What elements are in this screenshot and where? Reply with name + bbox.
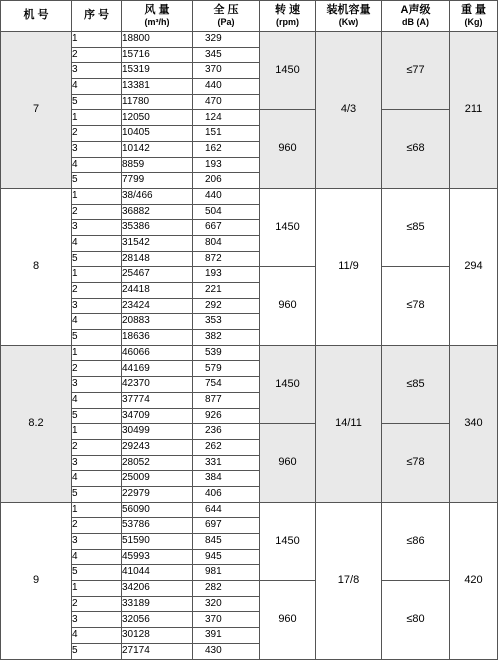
seq-cell: 2	[72, 518, 122, 534]
seq-cell: 3	[72, 377, 122, 393]
flow-cell: 13381	[122, 79, 193, 95]
flow-cell: 41044	[122, 565, 193, 581]
noise-cell: ≤80	[382, 581, 450, 659]
pressure-cell: 667	[193, 220, 260, 236]
seq-cell: 5	[72, 251, 122, 267]
noise-cell: ≤77	[382, 32, 450, 110]
seq-cell: 1	[72, 502, 122, 518]
flow-cell: 42370	[122, 377, 193, 393]
pressure-cell: 981	[193, 565, 260, 581]
flow-cell: 56090	[122, 502, 193, 518]
flow-cell: 25009	[122, 471, 193, 487]
model-cell: 7	[1, 32, 72, 189]
flow-cell: 32056	[122, 612, 193, 628]
pressure-cell: 193	[193, 267, 260, 283]
flow-cell: 34709	[122, 408, 193, 424]
weight-cell: 420	[450, 502, 498, 659]
flow-cell: 33189	[122, 596, 193, 612]
pressure-cell: 440	[193, 79, 260, 95]
flow-cell: 15716	[122, 47, 193, 63]
header-power: 装机容量 (Kw)	[316, 1, 382, 32]
pressure-cell: 370	[193, 612, 260, 628]
seq-cell: 1	[72, 188, 122, 204]
seq-cell: 3	[72, 298, 122, 314]
flow-cell: 35386	[122, 220, 193, 236]
flow-cell: 30499	[122, 424, 193, 440]
noise-cell: ≤68	[382, 110, 450, 188]
pressure-cell: 206	[193, 173, 260, 189]
flow-cell: 15319	[122, 63, 193, 79]
seq-cell: 4	[72, 549, 122, 565]
seq-cell: 1	[72, 424, 122, 440]
noise-cell: ≤85	[382, 188, 450, 266]
seq-cell: 3	[72, 220, 122, 236]
seq-cell: 4	[72, 628, 122, 644]
model-cell: 9	[1, 502, 72, 659]
pressure-cell: 430	[193, 643, 260, 659]
flow-cell: 18636	[122, 330, 193, 346]
seq-cell: 4	[72, 79, 122, 95]
noise-cell: ≤78	[382, 424, 450, 502]
model-cell: 8.2	[1, 345, 72, 502]
seq-cell: 5	[72, 643, 122, 659]
power-cell: 4/3	[316, 32, 382, 189]
model-cell: 8	[1, 188, 72, 345]
noise-cell: ≤78	[382, 267, 450, 345]
pressure-cell: 292	[193, 298, 260, 314]
table-row	[1, 110, 498, 126]
pressure-cell: 804	[193, 235, 260, 251]
power-cell: 11/9	[316, 188, 382, 345]
speed-cell: 960	[260, 424, 316, 502]
pressure-cell: 877	[193, 392, 260, 408]
seq-cell: 2	[72, 283, 122, 299]
pressure-cell: 872	[193, 251, 260, 267]
speed-cell: 960	[260, 581, 316, 659]
speed-cell: 1450	[260, 188, 316, 266]
power-cell: 17/8	[316, 502, 382, 659]
pressure-cell: 262	[193, 439, 260, 455]
flow-cell: 20883	[122, 314, 193, 330]
flow-cell: 24418	[122, 283, 193, 299]
pressure-cell: 370	[193, 63, 260, 79]
seq-cell: 5	[72, 486, 122, 502]
flow-cell: 36882	[122, 204, 193, 220]
table-row	[1, 32, 498, 48]
flow-cell: 22979	[122, 486, 193, 502]
seq-cell: 5	[72, 408, 122, 424]
seq-cell: 2	[72, 47, 122, 63]
header-flow: 风 量 (m³/h)	[122, 1, 193, 32]
pressure-cell: 162	[193, 141, 260, 157]
weight-cell: 340	[450, 345, 498, 502]
seq-cell: 3	[72, 534, 122, 550]
pressure-cell: 754	[193, 377, 260, 393]
flow-cell: 38/466	[122, 188, 193, 204]
pressure-cell: 331	[193, 455, 260, 471]
weight-cell: 294	[450, 188, 498, 345]
speed-cell: 1450	[260, 345, 316, 423]
pressure-cell: 440	[193, 188, 260, 204]
flow-cell: 51590	[122, 534, 193, 550]
seq-cell: 5	[72, 565, 122, 581]
seq-cell: 4	[72, 235, 122, 251]
pressure-cell: 406	[193, 486, 260, 502]
flow-cell: 11780	[122, 94, 193, 110]
pressure-cell: 697	[193, 518, 260, 534]
header-model: 机 号	[1, 1, 72, 32]
seq-cell: 5	[72, 94, 122, 110]
pressure-cell: 353	[193, 314, 260, 330]
pressure-cell: 345	[193, 47, 260, 63]
table-row	[1, 188, 498, 204]
pressure-cell: 221	[193, 283, 260, 299]
seq-cell: 2	[72, 439, 122, 455]
pressure-cell: 391	[193, 628, 260, 644]
seq-cell: 5	[72, 173, 122, 189]
pressure-cell: 236	[193, 424, 260, 440]
header-seq: 序 号	[72, 1, 122, 32]
seq-cell: 4	[72, 392, 122, 408]
flow-cell: 23424	[122, 298, 193, 314]
seq-cell: 1	[72, 581, 122, 597]
flow-cell: 45993	[122, 549, 193, 565]
header-pressure: 全 压 (Pa)	[193, 1, 260, 32]
pressure-cell: 845	[193, 534, 260, 550]
pressure-cell: 329	[193, 32, 260, 48]
seq-cell: 3	[72, 455, 122, 471]
flow-cell: 8859	[122, 157, 193, 173]
pressure-cell: 320	[193, 596, 260, 612]
flow-cell: 30128	[122, 628, 193, 644]
pressure-cell: 193	[193, 157, 260, 173]
pressure-cell: 539	[193, 345, 260, 361]
flow-cell: 12050	[122, 110, 193, 126]
flow-cell: 10405	[122, 126, 193, 142]
speed-cell: 1450	[260, 32, 316, 110]
header-row	[1, 1, 498, 32]
flow-cell: 31542	[122, 235, 193, 251]
speed-cell: 960	[260, 267, 316, 345]
seq-cell: 4	[72, 314, 122, 330]
header-noise: A声级 dB (A)	[382, 1, 450, 32]
speed-cell: 960	[260, 110, 316, 188]
seq-cell: 3	[72, 141, 122, 157]
seq-cell: 4	[72, 157, 122, 173]
pressure-cell: 945	[193, 549, 260, 565]
flow-cell: 46066	[122, 345, 193, 361]
pressure-cell: 151	[193, 126, 260, 142]
flow-cell: 28148	[122, 251, 193, 267]
seq-cell: 4	[72, 471, 122, 487]
header-weight: 重 量 (Kg)	[450, 1, 498, 32]
seq-cell: 2	[72, 596, 122, 612]
pressure-cell: 282	[193, 581, 260, 597]
seq-cell: 1	[72, 345, 122, 361]
pressure-cell: 926	[193, 408, 260, 424]
flow-cell: 28052	[122, 455, 193, 471]
table-row	[1, 502, 498, 518]
flow-cell: 10142	[122, 141, 193, 157]
seq-cell: 1	[72, 267, 122, 283]
seq-cell: 2	[72, 126, 122, 142]
seq-cell: 2	[72, 204, 122, 220]
pressure-cell: 124	[193, 110, 260, 126]
seq-cell: 3	[72, 63, 122, 79]
flow-cell: 25467	[122, 267, 193, 283]
pressure-cell: 579	[193, 361, 260, 377]
flow-cell: 53786	[122, 518, 193, 534]
seq-cell: 1	[72, 32, 122, 48]
flow-cell: 18800	[122, 32, 193, 48]
table-row	[1, 424, 498, 440]
weight-cell: 211	[450, 32, 498, 189]
header-speed: 转 速 (rpm)	[260, 1, 316, 32]
pressure-cell: 504	[193, 204, 260, 220]
pressure-cell: 644	[193, 502, 260, 518]
table-row	[1, 581, 498, 597]
flow-cell: 34206	[122, 581, 193, 597]
pressure-cell: 384	[193, 471, 260, 487]
flow-cell: 29243	[122, 439, 193, 455]
noise-cell: ≤86	[382, 502, 450, 580]
seq-cell: 5	[72, 330, 122, 346]
flow-cell: 7799	[122, 173, 193, 189]
seq-cell: 2	[72, 361, 122, 377]
table-row	[1, 345, 498, 361]
power-cell: 14/11	[316, 345, 382, 502]
pressure-cell: 470	[193, 94, 260, 110]
table-row	[1, 267, 498, 283]
pressure-cell: 382	[193, 330, 260, 346]
noise-cell: ≤85	[382, 345, 450, 423]
flow-cell: 37774	[122, 392, 193, 408]
speed-cell: 1450	[260, 502, 316, 580]
seq-cell: 1	[72, 110, 122, 126]
flow-cell: 27174	[122, 643, 193, 659]
flow-cell: 44169	[122, 361, 193, 377]
seq-cell: 3	[72, 612, 122, 628]
